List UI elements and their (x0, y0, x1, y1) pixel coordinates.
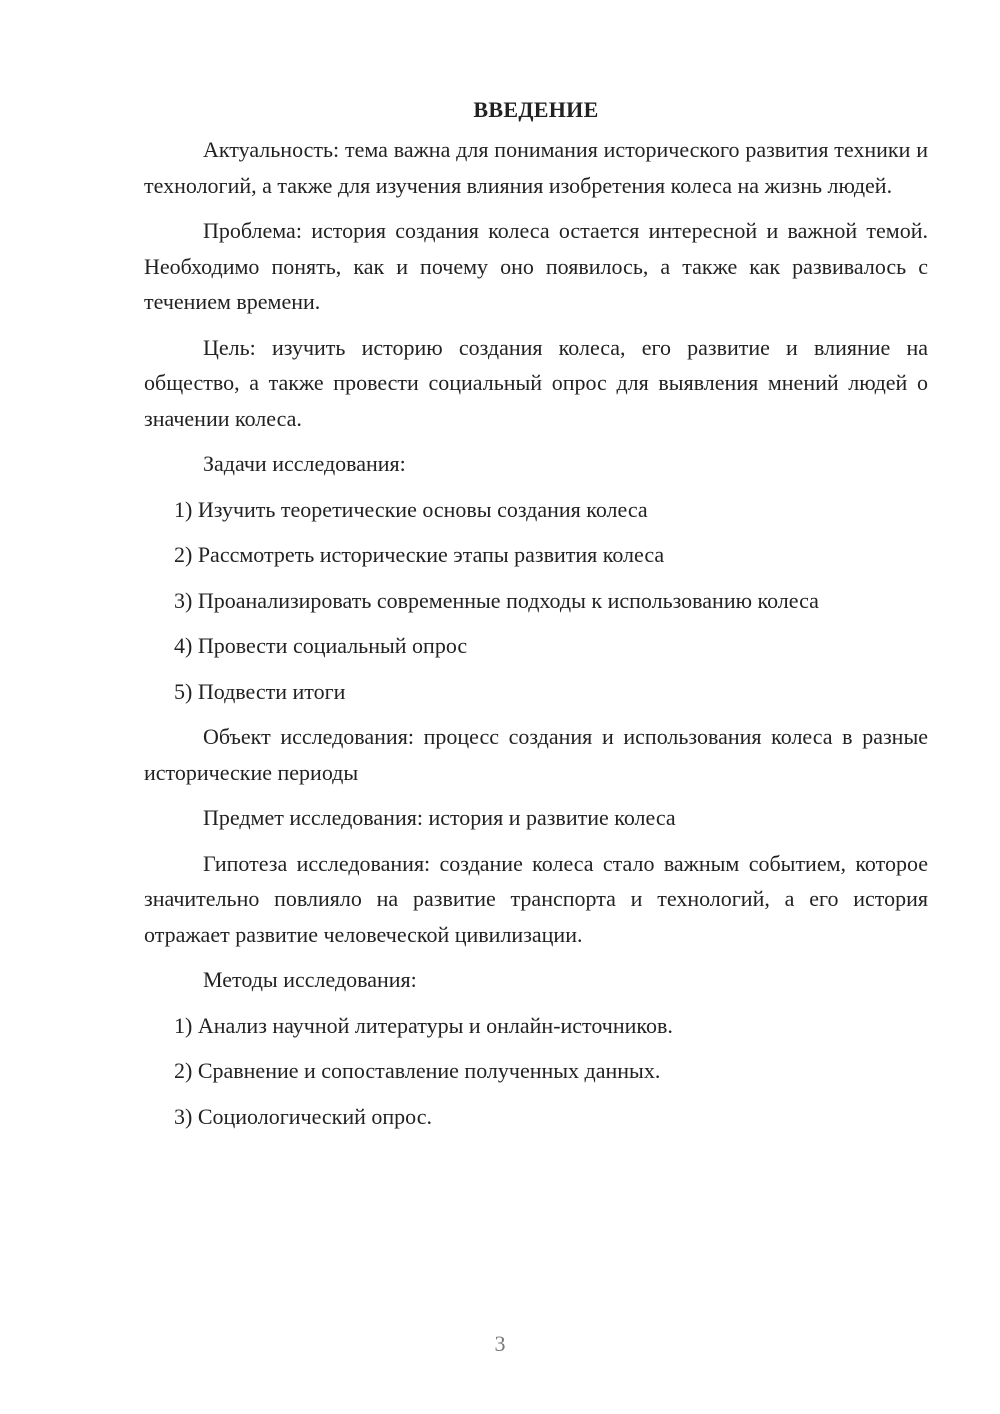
hypothesis-paragraph: Гипотеза исследования: создание колеса стало важным событием, которое значительно повлияло на развитие транспорта и технологий, а его история отражает развитие человеческой цивилизации. (144, 850, 928, 947)
task-item: 4) Провести социальный опрос (174, 633, 468, 658)
method-item: 3) Социологический опрос. (174, 1103, 432, 1129)
goal-paragraph: Цель: изучить историю создания колеса, его развитие и влияние на общество, а также провести социальный опрос для выявления мнений людей о значении колеса. (144, 334, 928, 431)
actuality-paragraph: Актуальность: тема важна для понимания исторического развития техники и технологий, а также для изучения влияния изобретения колеса на жизнь людей. (144, 137, 928, 198)
subject-paragraph: Предмет исследования: история и развитие колеса (203, 805, 676, 830)
task-item: 5) Подвести итоги (174, 678, 346, 704)
task-item: 1) Изучить теоретические основы создания колеса (174, 496, 648, 522)
method-item: 1) Анализ научной литературы и онлайн-источников. (174, 1012, 673, 1038)
method-item: 2) Сравнение и сопоставление полученных данных. (174, 1058, 661, 1083)
page-number: 3 (494, 1331, 506, 1356)
section-heading: ВВЕДЕНИЕ (473, 97, 599, 122)
task-item: 2) Рассмотреть исторические этапы развития колеса (174, 542, 665, 567)
problem-paragraph: Проблема: история создания колеса остается интересной и важной темой. Необходимо понять, как и почему оно появилось, а также как развивалось с течением времени. (144, 218, 928, 314)
methods-heading: Методы исследования: (203, 967, 417, 992)
methods-list (144, 1008, 928, 1135)
task-item: 3) Проанализировать современные подходы к использованию колеса (174, 587, 819, 613)
tasks-heading: Задачи исследования: (203, 451, 406, 476)
object-paragraph: Объект исследования: процесс создания и использования колеса в разные исторические периоды (144, 724, 928, 785)
document-page (144, 92, 928, 1144)
tasks-list (144, 492, 928, 710)
